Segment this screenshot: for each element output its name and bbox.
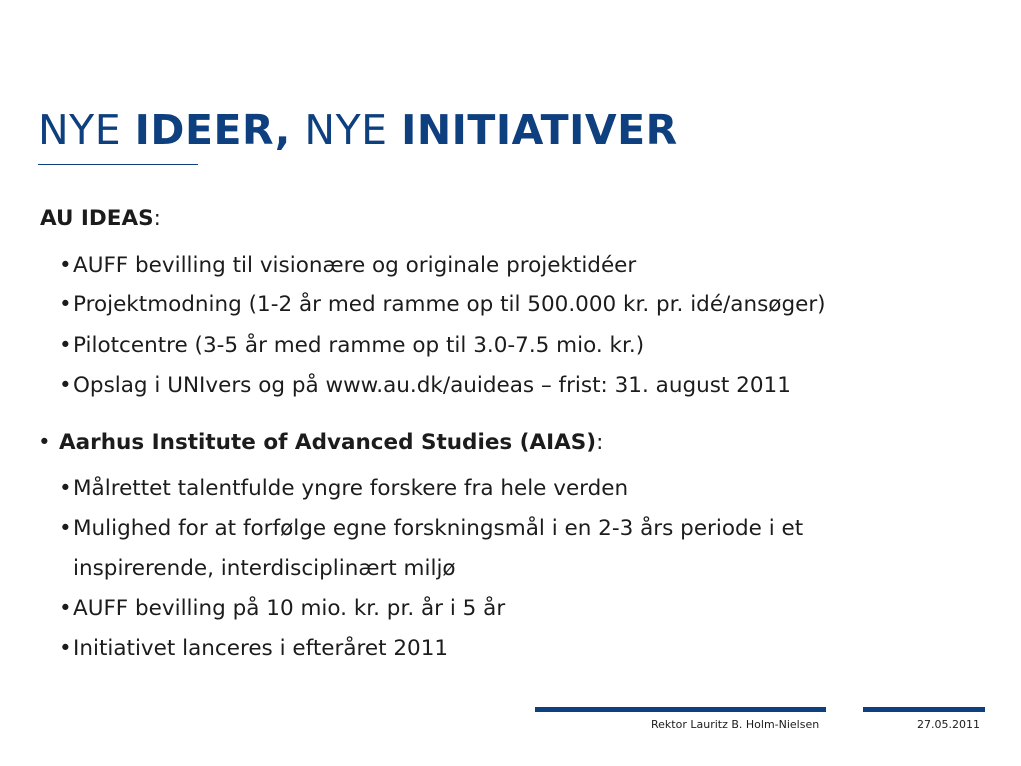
bullet-icon: • <box>59 253 72 278</box>
list-item-text: Opslag i UNIvers og på www.au.dk/auideas – frist: 31. august 2011 <box>73 373 791 398</box>
bullet-icon: • <box>59 476 72 501</box>
title-underline <box>38 164 198 165</box>
list-item-text: Mulighed for at forfølge egne forskningsmål i en 2-3 års periode i et <box>73 516 804 541</box>
list-item-text: AUFF bevilling på 10 mio. kr. pr. år i 5 år <box>73 596 506 621</box>
bullet-icon: • <box>59 333 72 358</box>
list-item-continuation: inspirerende, interdisciplinært miljø <box>73 556 456 581</box>
slide-title-part: INITIATIVER <box>401 106 678 154</box>
aias-heading <box>38 428 603 458</box>
list-item <box>59 371 791 401</box>
bullet-icon: • <box>59 292 72 317</box>
aias-heading-label: Aarhus Institute of Advanced Studies (AIAS) <box>59 430 597 455</box>
au-ideas-heading <box>40 204 161 234</box>
list-item-text: Initiativet lanceres i efteråret 2011 <box>73 636 449 661</box>
list-item <box>59 514 803 544</box>
au-ideas-heading-colon: : <box>153 206 161 231</box>
footer-date: 27.05.2011 <box>917 718 980 731</box>
list-item-text: Projektmodning (1-2 år med ramme op til 500.000 kr. pr. idé/ansøger) <box>73 292 826 317</box>
list-item <box>59 331 644 361</box>
slide-title-part: IDEER, <box>134 106 291 154</box>
bullet-icon: • <box>59 596 72 621</box>
slide-title <box>38 104 678 156</box>
list-item-text: Pilotcentre (3-5 år med ramme op til 3.0-7.5 mio. kr.) <box>73 333 645 358</box>
list-item-text: AUFF bevilling til visionære og originale projektidéer <box>73 253 637 278</box>
list-item-text: Målrettet talentfulde yngre forskere fra hele verden <box>73 476 629 501</box>
list-item <box>59 474 628 504</box>
au-ideas-heading-label: AU IDEAS <box>40 206 154 231</box>
list-item <box>59 251 636 281</box>
footer-bar-date <box>863 707 985 712</box>
list-item <box>59 594 505 624</box>
slide-title-part: NYE <box>290 106 402 154</box>
bullet-icon: • <box>59 373 72 398</box>
footer-bar-presenter <box>535 707 826 712</box>
slide-title-part: NYE <box>38 106 135 154</box>
list-item <box>59 290 826 320</box>
bullet-icon: • <box>59 636 72 661</box>
bullet-icon: • <box>38 430 51 455</box>
aias-heading-colon: : <box>596 430 604 455</box>
bullet-icon: • <box>59 516 72 541</box>
footer-presenter: Rektor Lauritz B. Holm-Nielsen <box>651 718 820 731</box>
list-item <box>59 634 448 664</box>
